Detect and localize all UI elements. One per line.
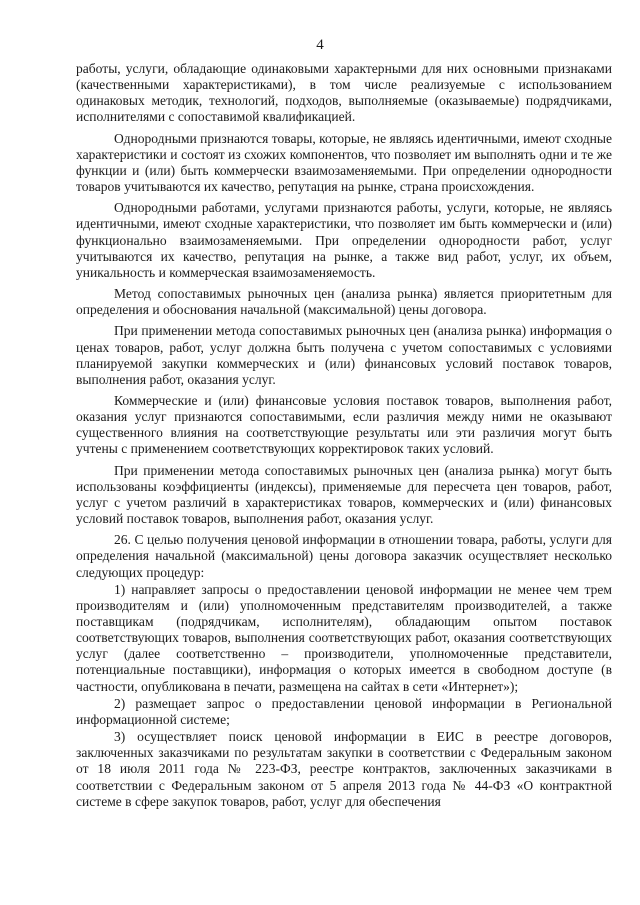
page-number: 4	[316, 37, 324, 53]
paragraph-homogeneous-works: Однородными работами, услугами признаются работы, услуги, которые, не являясь идентичными, имеют сходные характеристики, что позволяет им быть коммерчески и (или) функционально взаимозаменяемыми. При определении однородности работ, услуг учитываются их качество, репутация на рынке, а также вид работ, услуг, их объем, уникальность и коммерческая взаимозаменяемость.	[76, 200, 612, 280]
list-item-2-regional-system: 2) размещает запрос о предоставлении ценовой информации в Региональной информационной системе;	[76, 695, 612, 727]
list-item-3-eis-search: 3) осуществляет поиск ценовой информации в ЕИС в реестре договоров, заключенных заказчиками по результатам закупки в соответствии с Федеральным законом от 18 июля 2011 года № 223-ФЗ, реестре контрактов, заключенных заказчиками в соответствии с Федеральным законом от 5 апреля 2013 года № 44-ФЗ «О контрактной системе в сфере закупок товаров, работ, услуг для обеспечения	[76, 729, 612, 809]
paragraph-homogeneous-goods: Однородными признаются товары, которые, не являясь идентичными, имеют сходные характеристики и состоят из схожих компонентов, что позволяет им выполнять одни и те же функции и (или) быть коммерчески взаимозаменяемыми. При определении однородности товаров учитываются их качество, репутация на рынке, страна происхождения.	[76, 130, 612, 195]
paragraph-comparable-conditions: Коммерческие и (или) финансовые условия поставок товаров, выполнения работ, оказания услуг признаются сопоставимыми, если различия между ними не оказывают существенного влияния на соответствующие результаты или эти различия могут быть учтены с применением соответствующих корректировок таких условий.	[76, 392, 612, 457]
paragraph-price-information: При применении метода сопоставимых рыночных цен (анализа рынка) информация о ценах товаров, работ, услуг должна быть получена с учетом сопоставимых с условиями планируемой закупки коммерческих и (или) финансовых условий поставок товаров, выполнения работ, оказания услуг.	[76, 323, 612, 387]
paragraph-clause-26: 26. С целью получения ценовой информации в отношении товара, работы, услуги для определения начальной (максимальной) цены договора заказчик осуществляет несколько следующих процедур:	[76, 532, 612, 580]
paragraph-coefficients: При применении метода сопоставимых рыночных цен (анализа рынка) могут быть использованы коэффициенты (индексы), применяемые для пересчета цен товаров, работ, услуг с учетом различий в характеристиках товаров, коммерческих и (или) финансовых условий поставок товаров, выполнения работ, оказания услуг.	[76, 462, 612, 527]
document-body	[76, 61, 612, 811]
list-item-1-requests: 1) направляет запросы о предоставлении ценовой информации не менее чем трем производителям и (или) уполномоченным представителям производителей, а также поставщикам (подрядчикам, исполнителям), обладающим опытом поставок соответствующих товаров, выполнения соответствующих работ, оказания соответствующих услуг (далее соответственно – производители, уполномоченные представители, потенциальные поставщики), информация о которых имеется в свободном доступе (в частности, опубликована в печати, размещена на сайтах в сети «Интернет»);	[76, 581, 612, 694]
paragraph-identical-works-continued: работы, услуги, обладающие одинаковыми характерными для них основными признаками (качественными характеристиками), в том числе реализуемые с использованием одинаковых методик, технологий, подходов, выполняемые (оказываемые) подрядчиками, исполнителями с сопоставимой квалификацией.	[76, 61, 612, 125]
paragraph-market-price-method: Метод сопоставимых рыночных цен (анализа рынка) является приоритетным для определения и обоснования начальной (максимальной) цены договора.	[76, 286, 612, 318]
